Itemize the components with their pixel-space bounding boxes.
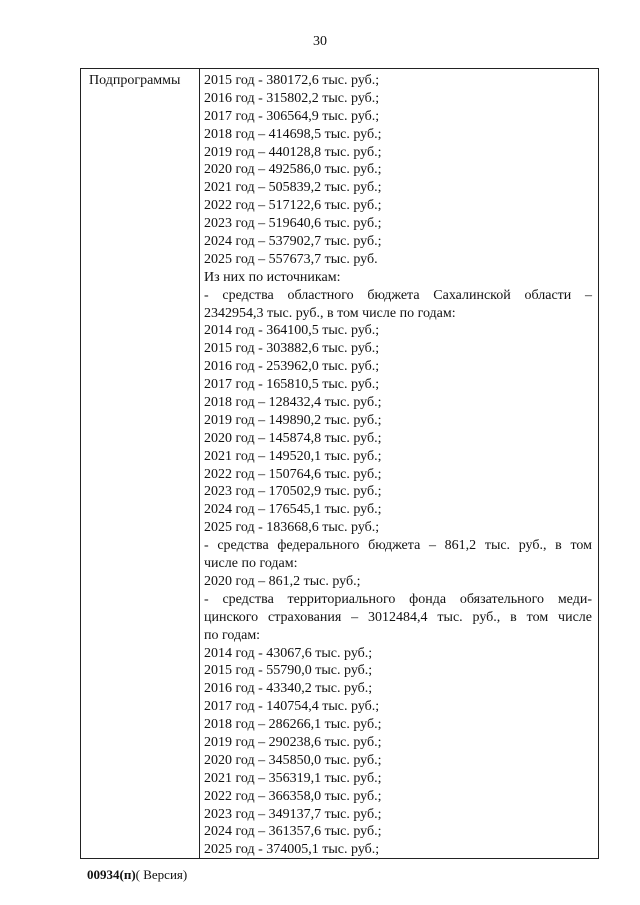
document-footer — [87, 867, 187, 883]
row-label-subprograms: Подпрограммы — [89, 73, 181, 88]
funding-line: 2018 год – 128432,4 тыс. руб.; — [204, 395, 382, 411]
column-divider — [199, 69, 200, 858]
funding-line: 2019 год – 290238,6 тыс. руб.; — [204, 734, 382, 750]
funding-line: 2023 год – 170502,9 тыс. руб.; — [204, 484, 382, 500]
funding-line: 2024 год – 176545,1 тыс. руб.; — [204, 502, 382, 518]
funding-line: 2021 год – 149520,1 тыс. руб.; — [204, 448, 382, 464]
funding-line: 2022 год – 150764,6 тыс. руб.; — [204, 466, 382, 482]
funding-line: цинского страхования – 3012484,4 тыс. руб., в том числе — [204, 609, 592, 625]
funding-line: 2025 год - 183668,6 тыс. руб.; — [204, 520, 380, 536]
funding-line: 2017 год - 306564,9 тыс. руб.; — [204, 108, 380, 124]
funding-line: - средства федерального бюджета – 861,2 тыс. руб., в том — [204, 538, 592, 554]
funding-line: 2015 год - 380172,6 тыс. руб.; — [204, 73, 380, 88]
funding-line: 2021 год – 505839,2 тыс. руб.; — [204, 180, 382, 196]
funding-line: числе по годам: — [204, 556, 298, 572]
funding-line: 2023 год – 349137,7 тыс. руб.; — [204, 806, 382, 822]
funding-line: 2020 год – 345850,0 тыс. руб.; — [204, 752, 382, 768]
funding-line: 2017 год - 165810,5 тыс. руб.; — [204, 377, 380, 393]
funding-line: 2342954,3 тыс. руб., в том числе по годам: — [204, 305, 456, 321]
funding-line: 2018 год – 286266,1 тыс. руб.; — [204, 717, 382, 733]
funding-details-cell — [204, 72, 592, 859]
funding-line: 2014 год - 43067,6 тыс. руб.; — [204, 645, 373, 661]
funding-line: 2018 год – 414698,5 тыс. руб.; — [204, 126, 382, 142]
funding-line: 2021 год – 356319,1 тыс. руб.; — [204, 770, 382, 786]
funding-line: 2024 год – 537902,7 тыс. руб.; — [204, 234, 382, 250]
funding-line: 2019 год – 440128,8 тыс. руб.; — [204, 144, 382, 160]
program-table — [80, 68, 599, 859]
funding-line: 2015 год - 303882,6 тыс. руб.; — [204, 341, 380, 357]
funding-line: 2020 год – 492586,0 тыс. руб.; — [204, 162, 382, 178]
page-number: 30 — [313, 34, 327, 49]
funding-line: 2020 год – 861,2 тыс. руб.; — [204, 573, 361, 589]
funding-line: 2025 год – 557673,7 тыс. руб. — [204, 251, 378, 267]
funding-line: 2019 год – 149890,2 тыс. руб.; — [204, 412, 382, 428]
funding-line: 2017 год - 140754,4 тыс. руб.; — [204, 699, 380, 715]
funding-line: 2016 год - 253962,0 тыс. руб.; — [204, 359, 380, 375]
funding-line: 2016 год - 43340,2 тыс. руб.; — [204, 681, 373, 697]
funding-line: 2023 год – 519640,6 тыс. руб.; — [204, 216, 382, 232]
funding-line: по годам: — [204, 627, 261, 643]
document-code: 00934(п) — [87, 867, 136, 882]
funding-line: 2024 год – 361357,6 тыс. руб.; — [204, 824, 382, 840]
funding-line: 2022 год – 517122,6 тыс. руб.; — [204, 198, 382, 214]
document-version: ( Версия) — [135, 867, 188, 882]
funding-line: 2022 год – 366358,0 тыс. руб.; — [204, 788, 382, 804]
funding-line: 2020 год – 145874,8 тыс. руб.; — [204, 430, 382, 446]
funding-line: 2016 год - 315802,2 тыс. руб.; — [204, 90, 380, 106]
funding-line: Из них по источникам: — [204, 269, 341, 285]
funding-line: - средства областного бюджета Сахалинской области – — [204, 287, 592, 303]
funding-line: 2014 год - 364100,5 тыс. руб.; — [204, 323, 380, 339]
funding-line: 2015 год - 55790,0 тыс. руб.; — [204, 663, 373, 679]
funding-line: - средства территориального фонда обязательного меди- — [204, 591, 592, 607]
funding-line: 2025 год - 374005,1 тыс. руб.; — [204, 842, 380, 858]
